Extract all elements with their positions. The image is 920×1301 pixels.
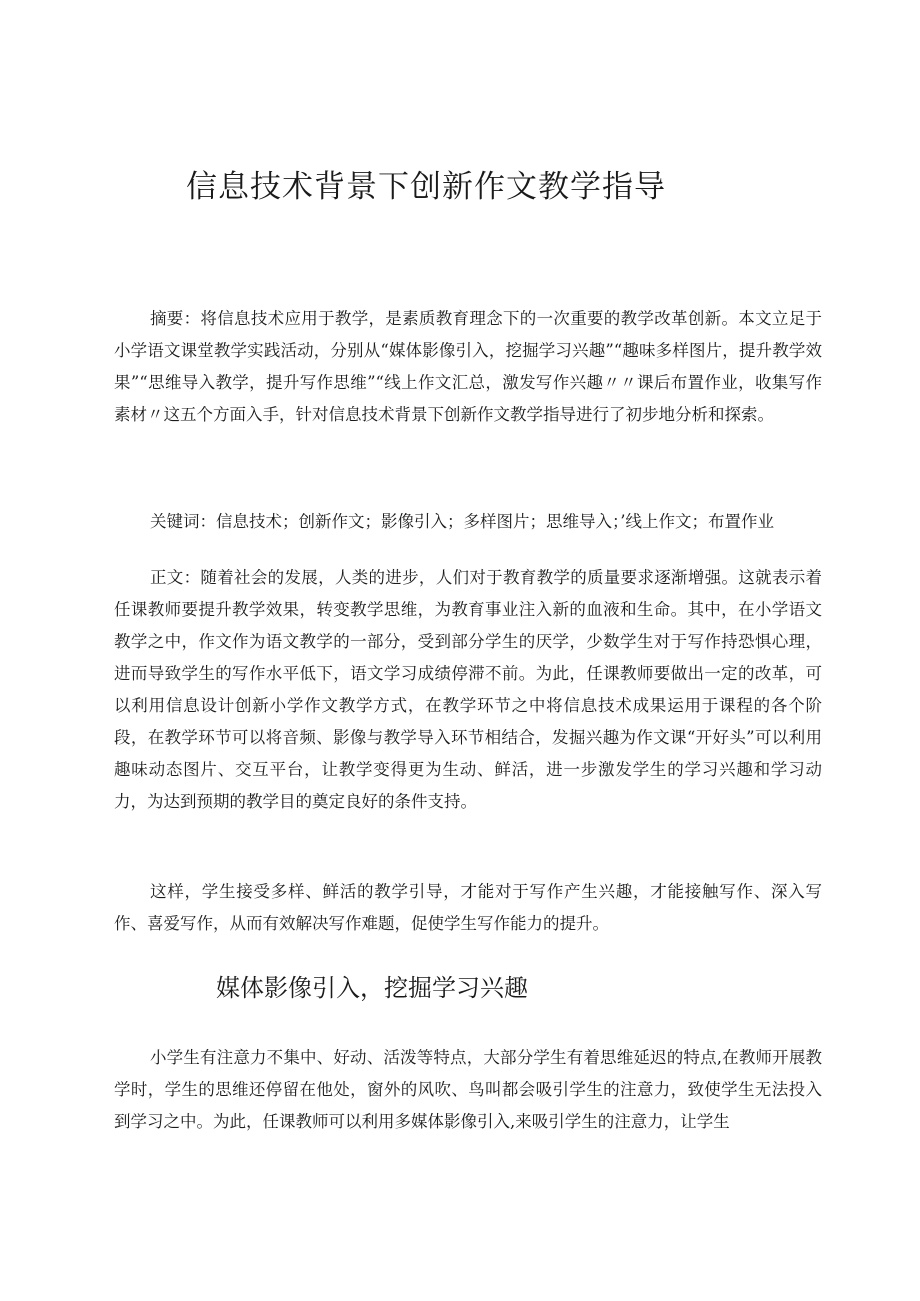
keywords-paragraph: 关键词：信息技术；创新作文；影像引入；多样图片；思维导入；’线上作文；布置作业 [150,512,774,531]
section-paragraph-1: 小学生有注意力不集中、好动、活泼等特点，大部分学生有着思维延迟的特点,在教师开展教学时，学生的思维还停留在他处，窗外的风吹、鸟叫都会吸引学生的注意力，致使学生无法投入到学习之中。为此，任课教师可以利用多媒体影像引入,来吸引学生的注意力，让学生 [114,1048,822,1131]
body-paragraph-2: 这样，学生接受多样、鲜活的教学引导，才能对于写作产生兴趣，才能接触写作、深入写作、喜爱写作，从而有效解决写作难题，促使学生写作能力的提升。 [114,882,822,933]
document-title: 信息技术背景下创新作文教学指导 [186,169,666,205]
section-heading: 媒体影像引入，挖掘学习兴趣 [216,974,528,1002]
abstract-paragraph: 摘要：将信息技术应用于教学，是素质教育理念下的一次重要的教学改革创新。本文立足于小学语文课堂教学实践活动，分别从“媒体影像引入，挖掘学习兴趣”“趣味多样图片，提升教学效果”“思维导入教学，提升写作思维”“线上作文汇总，激发写作兴趣〃〃课后布置作业，收集写作素材〃这五个方面入手，针对信息技术背景下创新作文教学指导进行了初步地分析和探索。 [114,309,822,424]
body-paragraph-1: 正文：随着社会的发展，人类的进步，人们对于教育教学的质量要求逐渐增强。这就表示着任课教师要提升教学效果，转变教学思维，为教育事业注入新的血液和生命。其中，在小学语文教学之中，作文作为语文教学的一部分，受到部分学生的厌学，少数学生对于写作持恐惧心理，进而导致学生的写作水平低下，语文学习成绩停滞不前。为此，任课教师要做出一定的改革，可以利用信息设计创新小学作文教学方式，在教学环节之中将信息技术成果运用于课程的各个阶段，在教学环节可以将音频、影像与教学导入环节相结合，发掘兴趣为作文课“开好头”可以利用趣味动态图片、交互平台，让教学变得更为生动、鲜活，进一步激发学生的学习兴趣和学习动力，为达到预期的教学目的奠定良好的条件支持。 [114,568,822,811]
